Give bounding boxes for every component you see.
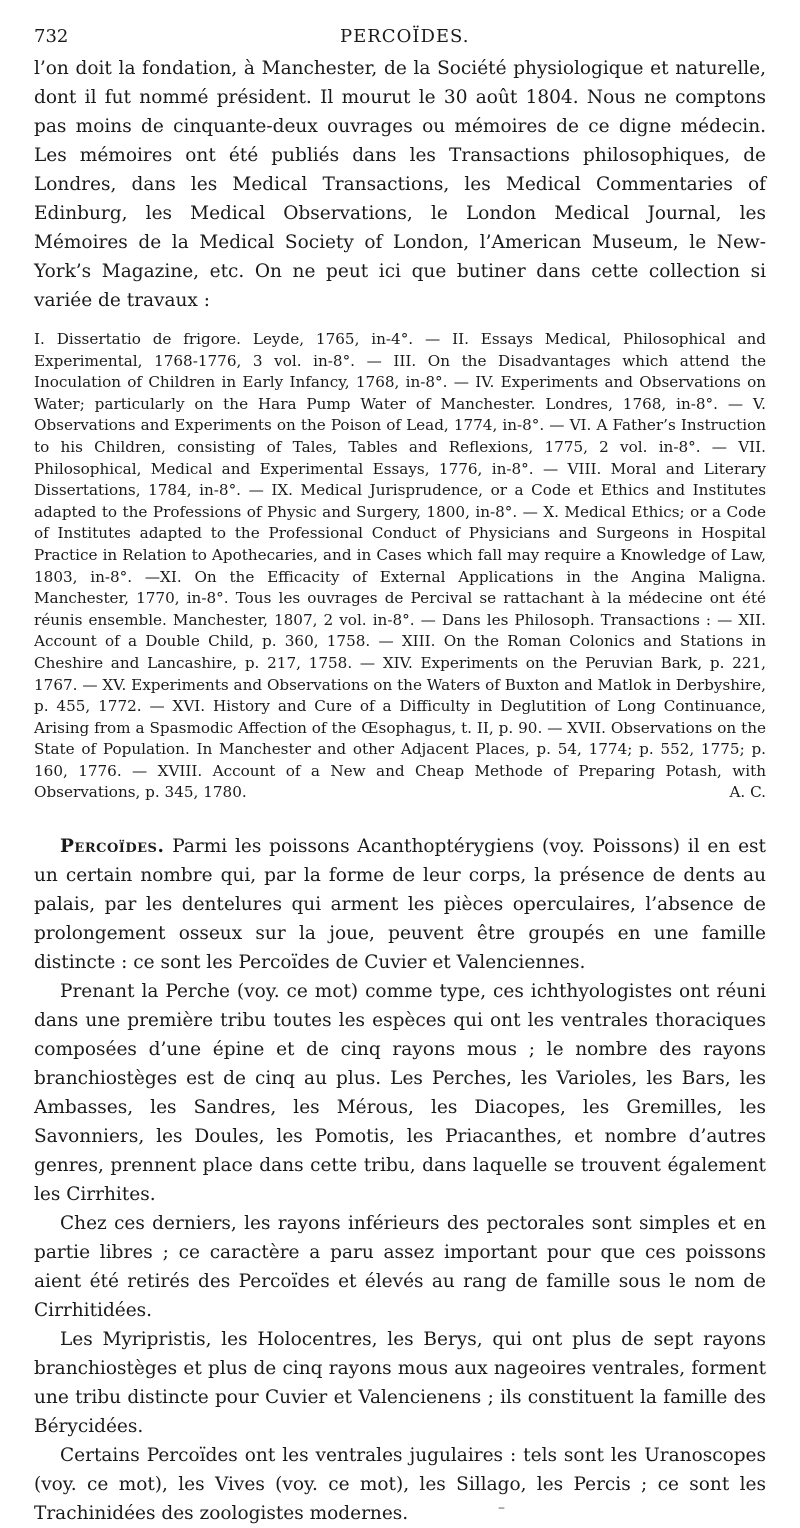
footer-mark: – [498, 1500, 505, 1516]
page-header [34, 26, 766, 48]
entry-headword: Percoïdes. [60, 836, 165, 858]
entry-percoides [34, 832, 766, 1528]
bibliography-text: I. Dissertatio de frigore. Leyde, 1765, in-4°. — II. Essays Medical, Philosophical and Experimental, 1768-1776, 3 vol. in-8°. — III. On the Disadvantages which attend the Inoculation of Children in Early Infancy, 1768, in-8°. — IV. Experiments and Observations on Water; particularly on the Hara Pump Water of Manchester. Londres, 1768, in-8°. — V. Observations and Experiments on the Poison of Lead, 1774, in-8°. — VI. A Father’s Instruction to his Children, consisting of Tales, Tables and Reflexions, 1775, 2 vol. in-8°. — VII. Philosophical, Medical and Experimental Essays, 1776, in-8°. — VIII. Moral and Literary Dissertations, 1784, in-8°. — IX. Medical Jurisprudence, or a Code et Ethics and Institutes adapted to the Professions of Physic and Surgery, 1800, in-8°. — X. Medical Ethics; or a Code of Institutes adapted to the Professional Conduct of Physicians and Surgeons in Hospital Practice in Relation to Apothecaries, and in Cases which fall may require a Knowledge of Law, 1803, in-8°. —XI. On the Efficacity of External Applications in the Angina Maligna. Manchester, 1770, in-8°. Tous les ouvrages de Percival se rattachant à la médecine ont été réunis ensemble. Manchester, 1807, 2 vol. in-8°. — Dans les Philosoph. Transactions : — XII. Account of a Double Child, p. 360, 1758. — XIII. On the Roman Colonics and Stations in Cheshire and Lancashire, p. 217, 1758. — XIV. Experiments on the Peruvian Bark, p. 221, 1767. — XV. Experiments and Observations on the Waters of Buxton and Matlok in Derbyshire, p. 455, 1772. — XVI. History and Cure of a Difficulty in Deglutition of Long Continuance, Arising from a Spasmodic Affection of the Œsophagus, t. II, p. 90. — XVII. Observations on the State of Population. In Manchester and other Adjacent Places, p. 54, 1774; p. 552, 1775; p. 160, 1776. — XVIII. Account of a New and Cheap Methode of Preparing Potash, with Observations, p. 345, 1780. [34, 330, 766, 802]
document-page [34, 26, 766, 1528]
entry-paragraph-3: Chez ces derniers, les rayons inférieurs des pectorales sont simples et en partie libres ; ce caractère a paru assez important pour que ces poissons aient été retirés des Percoïdes et élevés au rang de famille sous le nom de Cirrhitidées. [34, 1213, 766, 1322]
bibliography-list [34, 329, 766, 804]
page-number: 732 [34, 26, 69, 47]
entry-paragraph-1-text: Parmi les poissons Acanthoptérygiens (voy. Poissons) il en est un certain nombre qui, par la forme de leur corps, la présence de dents au palais, par les dentelures qui arment les pièces operculaires, l’absence de prolongement osseux sur la joue, peuvent être groupés en une famille distincte : ce sont les Percoïdes de Cuvier et Valenciennes. [34, 836, 766, 974]
entry-paragraph-5: Certains Percoïdes ont les ventrales jugulaires : tels sont les Uranoscopes (voy. ce mot), les Vives (voy. ce mot), les Sillago, les Percis ; ce sont les Trachinidées des zoologistes modernes. [34, 1445, 766, 1525]
running-title: PERCOÏDES. [340, 26, 470, 47]
entry-paragraph-2: Prenant la Perche (voy. ce mot) comme type, ces ichthyologistes ont réuni dans une première tribu toutes les espèces qui ont les ventrales thoraciques composées d’une épine et de cinq rayons mous ; le nombre des rayons branchiostèges est de cinq au plus. Les Perches, les Varioles, les Bars, les Ambasses, les Sandres, les Mérous, les Diacopes, les Gremilles, les Savonniers, les Doules, les Pomotis, les Priacanthes, et nombre d’autres genres, prennent place dans cette tribu, dans laquelle se trouvent également les Cirrhites. [34, 981, 766, 1206]
entry-paragraph-1 [34, 832, 766, 977]
continued-paragraph: l’on doit la fondation, à Manchester, de la Société physiologique et naturelle, dont il fut nommé président. Il mourut le 30 août 1804. Nous ne comptons pas moins de cinquante-deux ouvrages ou mémoires de ce digne médecin. Les mémoires ont été publiés dans les Transactions philosophiques, de Londres, dans les Medical Transactions, les Medical Commentaries of Edinburg, les Medical Observations, le London Medical Journal, les Mémoires de la Medical Society of London, l’American Museum, le New-York’s Magazine, etc. On ne peut ici que butiner dans cette collection si variée de travaux : [34, 58, 766, 311]
author-signature: A. C. [729, 783, 766, 802]
entry-paragraph-4: Les Myripristis, les Holocentres, les Berys, qui ont plus de sept rayons branchiostèges et plus de cinq rayons mous aux nageoires ventrales, forment une tribu distincte pour Cuvier et Valencienens ; ils constituent la famille des Bérycidées. [34, 1329, 766, 1438]
